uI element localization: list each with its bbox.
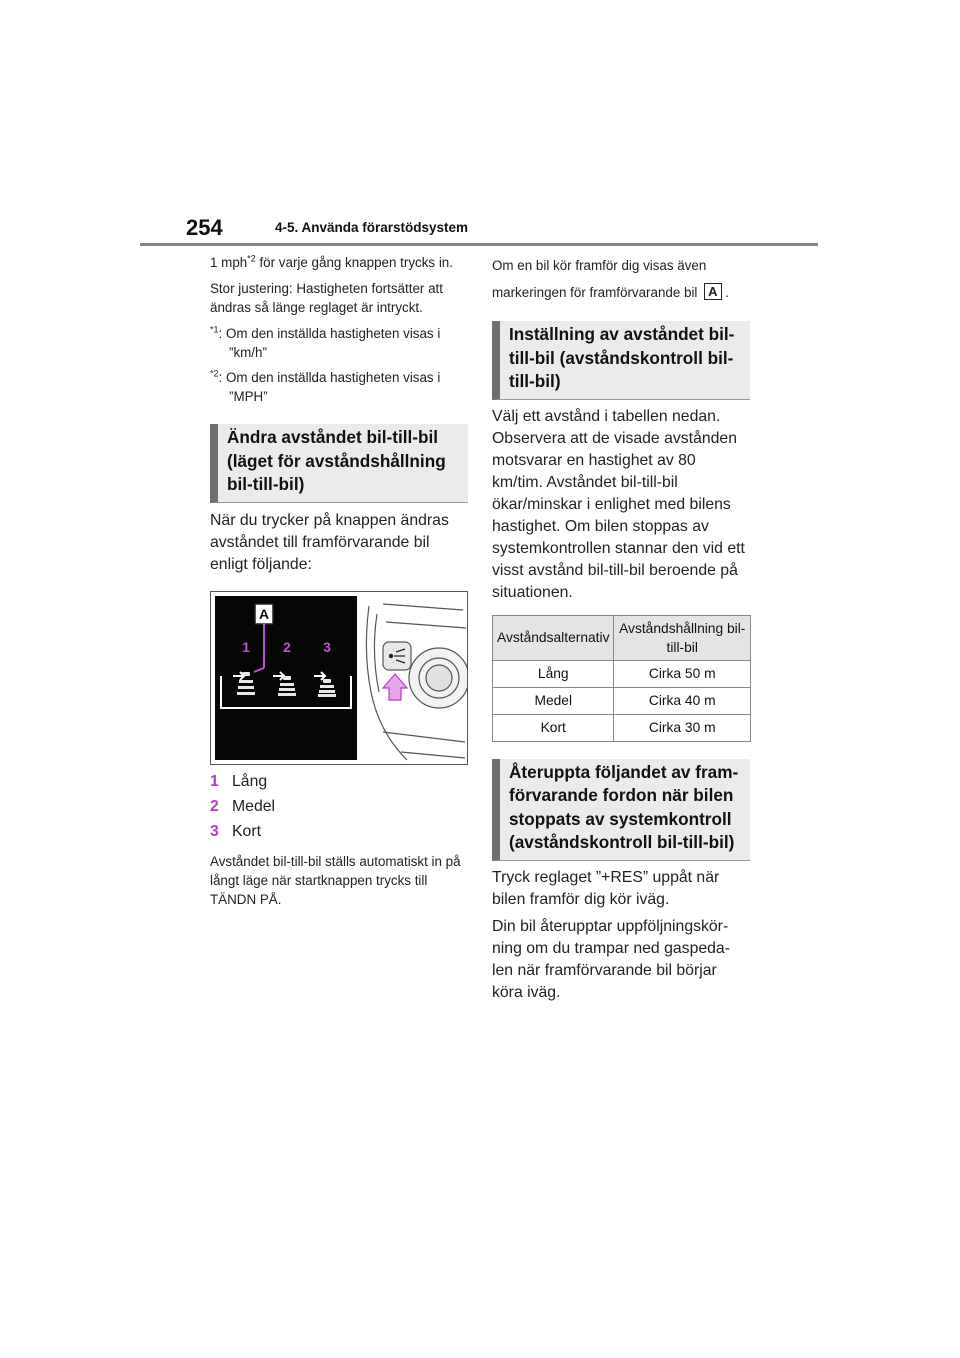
list-num: 2 (210, 797, 219, 815)
table-row (493, 714, 751, 741)
preceding-vehicle-text (492, 252, 750, 306)
list-num: 1 (210, 772, 219, 790)
resume-text-1: Tryck reglaget ”+RES” uppåt när bilen framför dig kör iväg. (492, 868, 720, 908)
list-label: Kort (232, 822, 261, 840)
list-item-long (210, 769, 468, 794)
footnote-1 (210, 324, 468, 362)
footnote-1-mark: *1 (210, 324, 219, 335)
speed-step-pre: 1 mph (210, 255, 248, 270)
table-cell: Cirka 50 m (614, 660, 751, 687)
footnote-2-text: : Om den inställda hastigheten visas i ”MPH” (218, 370, 441, 404)
table-cell: Cirka 30 m (614, 714, 751, 741)
fig-num-3: 3 (323, 638, 331, 655)
footnote-ref-2: *2 (247, 253, 256, 264)
left-column (210, 252, 468, 909)
distance-table (492, 615, 751, 742)
list-item-medium (210, 794, 468, 819)
table-cell: Lång (493, 660, 614, 687)
heading-resume-following: Återuppta följandet av fram-förvarande fordon när bilen stoppats av systemkontroll (avståndskontroll bil-till-bil) (492, 759, 750, 861)
list-label: Lång (232, 772, 268, 790)
section-title: 4-5. Använda förarstödsystem (275, 220, 469, 235)
label-a-inline: A (704, 283, 721, 300)
select-distance-text: Välj ett avstånd i tabellen nedan. Observera att de visade avstånden motsvarar en hastighet av 80 km/tim. Avståndet bil-till-bil ökar/minskar i enlighet med bilens hastighet. Om bilen stoppas av systemkontrollen stannar den vid ett visst avstånd bil-till-bil beroende på situationen. (492, 407, 745, 601)
footnote-2 (210, 368, 468, 406)
press-arrow-icon (383, 674, 407, 700)
table-row (493, 687, 751, 714)
table-cell: Kort (493, 714, 614, 741)
list-label: Medel (232, 797, 276, 815)
speed-step-text (210, 252, 468, 272)
figure-svg (211, 592, 467, 764)
large-adjust-text: Stor justering: Hastigheten fortsätter att ändras så länge reglaget är intryckt. (210, 281, 443, 315)
fig-num-1: 1 (242, 638, 250, 655)
table-cell: Cirka 40 m (614, 687, 751, 714)
footnote-2-mark: *2 (210, 368, 219, 379)
list-num: 3 (210, 822, 219, 840)
header-rule (140, 243, 818, 246)
steering-wheel-illustration (366, 604, 467, 760)
preceding-vehicle-sentence: Om en bil kör framför dig visas även markeringen för framförvarande bil (492, 258, 707, 300)
table-row (493, 660, 751, 687)
auto-long-note: Avståndet bil-till-bil ställs automatiskt in på långt läge när startknappen trycks till TÄNDN PÅ. (210, 853, 461, 907)
intro-text: När du trycker på knappen ändras avståndet till framförvarande bil enligt följande: (210, 511, 449, 573)
fig-num-2: 2 (283, 638, 291, 655)
speed-step-post: för varje gång knappen trycks in. (255, 255, 453, 270)
table-header: Avståndshållning bil-till-bil (614, 615, 751, 660)
page-number: 254 (186, 215, 223, 240)
list-item-short (210, 819, 468, 844)
right-column (492, 252, 750, 1004)
table-header-row (493, 615, 751, 660)
distance-modes-list (210, 769, 468, 844)
heading-change-distance: Ändra avståndet bil-till-bil (läget för avståndshållning bil-till-bil) (210, 424, 468, 503)
table-header: Avståndsalternativ (493, 615, 614, 660)
label-a: A (258, 605, 270, 622)
sentence-end: . (725, 285, 730, 300)
footnote-1-text: : Om den inställda hastigheten visas i ”km/h” (218, 326, 441, 360)
distance-button-figure (210, 591, 468, 765)
resume-text-2: Din bil återupptar uppföljningskör-ning om du trampar ned gaspeda-len när framförvarande bil börjar köra iväg. (492, 917, 730, 1001)
table-cell: Medel (493, 687, 614, 714)
heading-set-distance: Inställning av avståndet bil-till-bil (avståndskontroll bil-till-bil) (492, 321, 750, 400)
